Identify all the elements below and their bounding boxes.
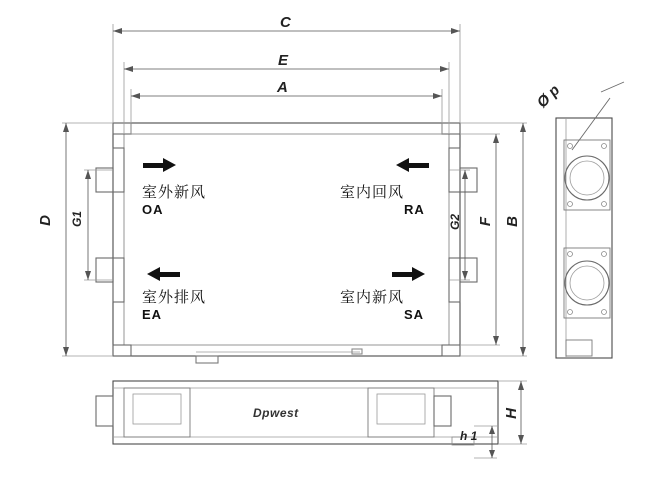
top-view-group [96, 123, 477, 363]
fan-inner-lower [570, 266, 604, 300]
bottom-fitting [352, 349, 362, 354]
dimension-lines-bottom [474, 381, 527, 458]
fan-circle-lower [565, 261, 609, 305]
bracket-top-right [442, 123, 460, 134]
bracket-bottom-left [113, 345, 131, 356]
duct-oa [96, 168, 113, 192]
port-label-oa-cn: 室外新风 [142, 184, 207, 201]
dimension-label-g1: G1 [70, 210, 85, 228]
bracket-bottom-right [442, 345, 460, 356]
front-duct-left [96, 396, 113, 426]
front-panel-right [368, 388, 434, 437]
dimension-label-d: D [36, 215, 54, 226]
port-label-ra-cn: 室内回风 [340, 184, 405, 201]
screw-upper-br [602, 202, 607, 207]
dimension-label-a: A [277, 79, 288, 96]
dimension-label-e: E [278, 52, 289, 69]
screw-lower-left [568, 252, 573, 257]
front-duct-right [434, 396, 451, 426]
arrow-ra [396, 158, 429, 172]
dimension-lines-left [62, 123, 113, 356]
front-panel-left [124, 388, 190, 437]
flange-oa-inner [113, 148, 124, 192]
port-label-ea-code: EA [142, 307, 163, 322]
side-view-group [556, 82, 624, 358]
dimension-label-b: B [503, 216, 521, 227]
duct-ra [460, 168, 477, 192]
port-label-ra-code: RA [404, 202, 425, 217]
drain-detail [196, 356, 218, 363]
duct-ea [96, 258, 113, 282]
fan-circle-upper [565, 156, 609, 200]
flange-ea-inner [113, 258, 124, 302]
port-label-sa-code: SA [404, 307, 425, 322]
side-lower-panel [564, 248, 610, 318]
duct-sa [460, 258, 477, 282]
screw-lower-br [602, 310, 607, 315]
screw-upper-right [602, 144, 607, 149]
fan-inner-upper [570, 161, 604, 195]
dimension-label-g2: G2 [448, 213, 463, 231]
dimension-label-h1: h 1 [460, 429, 478, 443]
dimension-label-c: C [280, 14, 291, 31]
diameter-leader-tail [601, 82, 624, 92]
port-label-ea-cn: 室外排风 [142, 289, 207, 306]
side-foot [566, 340, 592, 356]
airflow-arrows [143, 158, 429, 281]
screw-upper-left [568, 144, 573, 149]
dimension-label-diameter: Ø p [533, 81, 564, 112]
dimension-label-h: H [502, 408, 520, 419]
screw-lower-right [602, 252, 607, 257]
arrow-oa [143, 158, 176, 172]
arrow-ea [147, 267, 180, 281]
brand-logo-label: Dpwest [253, 406, 299, 420]
dimension-label-f: F [477, 216, 495, 227]
screw-lower-bl [568, 310, 573, 315]
front-panel-left-inner [133, 394, 181, 424]
port-label-oa-code: OA [142, 202, 164, 217]
front-view-body [113, 381, 498, 444]
diameter-leader [572, 98, 610, 150]
arrow-sa [392, 267, 425, 281]
screw-upper-bl [568, 202, 573, 207]
port-label-sa-cn: 室内新风 [340, 289, 405, 306]
dimension-lines-right [449, 123, 527, 356]
front-panel-right-inner [377, 394, 425, 424]
bracket-top-left [113, 123, 131, 134]
